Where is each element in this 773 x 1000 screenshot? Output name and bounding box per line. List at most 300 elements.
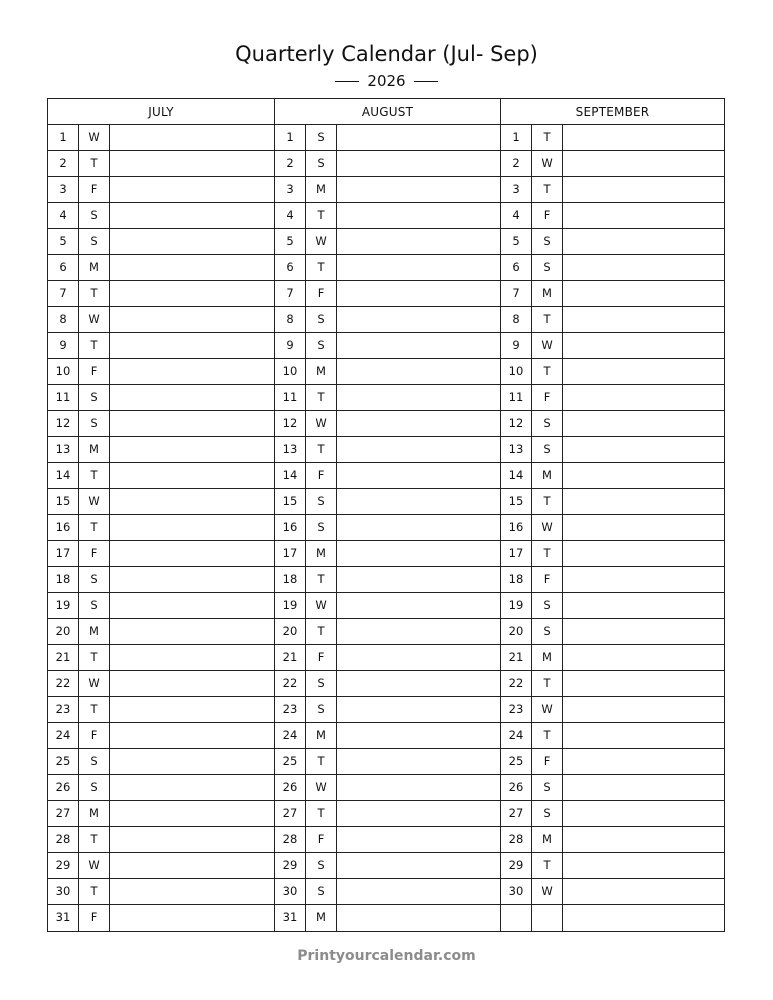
day-number: 15: [48, 489, 79, 514]
day-number: 6: [48, 255, 79, 280]
day-row: [501, 229, 724, 255]
day-row: [275, 177, 500, 203]
day-number: 24: [48, 723, 79, 748]
day-number: 24: [501, 723, 532, 748]
day-row: [48, 463, 274, 489]
weekday-letter: S: [79, 775, 110, 800]
note-cell: [110, 307, 274, 332]
day-number: 20: [48, 619, 79, 644]
note-cell: [110, 775, 274, 800]
day-row: [48, 567, 274, 593]
year-label: 2026: [367, 72, 406, 90]
day-row: [501, 359, 724, 385]
note-cell: [337, 801, 500, 826]
weekday-letter: T: [79, 645, 110, 670]
weekday-letter: M: [532, 645, 563, 670]
day-row: [48, 645, 274, 671]
day-row: [275, 853, 500, 879]
weekday-letter: S: [532, 229, 563, 254]
weekday-letter: S: [306, 671, 337, 696]
day-number: 27: [275, 801, 306, 826]
site-credit: Printyourcalendar.com: [297, 948, 476, 964]
day-row: [275, 489, 500, 515]
note-cell: [110, 411, 274, 436]
note-cell: [563, 307, 724, 332]
weekday-letter: W: [79, 489, 110, 514]
day-row: [501, 723, 724, 749]
weekday-letter: T: [532, 177, 563, 202]
day-number: 15: [501, 489, 532, 514]
day-number: 3: [501, 177, 532, 202]
month-column-august: [274, 99, 500, 931]
weekday-letter: F: [306, 281, 337, 306]
day-number: 22: [501, 671, 532, 696]
note-cell: [337, 645, 500, 670]
year-rule-right: [414, 81, 438, 82]
weekday-letter: S: [532, 255, 563, 280]
day-row: [48, 281, 274, 307]
note-cell: [110, 905, 274, 931]
day-number: 17: [275, 541, 306, 566]
day-number: 17: [501, 541, 532, 566]
note-cell: [563, 385, 724, 410]
note-cell: [110, 229, 274, 254]
weekday-letter: M: [79, 437, 110, 462]
day-number: 20: [501, 619, 532, 644]
weekday-letter: T: [79, 281, 110, 306]
day-number: 5: [275, 229, 306, 254]
weekday-letter: F: [532, 385, 563, 410]
weekday-letter: M: [532, 281, 563, 306]
weekday-letter: S: [79, 203, 110, 228]
day-number: 3: [275, 177, 306, 202]
day-number: 12: [48, 411, 79, 436]
note-cell: [337, 229, 500, 254]
weekday-letter: T: [79, 463, 110, 488]
note-cell: [563, 281, 724, 306]
weekday-letter: F: [532, 203, 563, 228]
weekday-letter: T: [79, 827, 110, 852]
day-number: 6: [501, 255, 532, 280]
weekday-letter: T: [79, 697, 110, 722]
day-number: 13: [501, 437, 532, 462]
weekday-letter: F: [79, 177, 110, 202]
day-row: [48, 125, 274, 151]
note-cell: [337, 437, 500, 462]
day-number: 27: [501, 801, 532, 826]
note-cell: [563, 515, 724, 540]
note-cell: [110, 619, 274, 644]
day-number: 14: [275, 463, 306, 488]
note-cell: [110, 645, 274, 670]
note-cell: [563, 229, 724, 254]
note-cell: [337, 151, 500, 176]
day-number: 26: [501, 775, 532, 800]
day-row: [501, 177, 724, 203]
note-cell: [337, 359, 500, 384]
note-cell: [110, 255, 274, 280]
weekday-letter: T: [306, 255, 337, 280]
day-number: 26: [48, 775, 79, 800]
month-header: JULY: [48, 99, 274, 125]
page-title: Quarterly Calendar (Jul- Sep): [235, 42, 538, 66]
note-cell: [337, 775, 500, 800]
day-number: 25: [48, 749, 79, 774]
day-row: [501, 827, 724, 853]
day-number: 2: [48, 151, 79, 176]
day-number: 9: [501, 333, 532, 358]
weekday-letter: S: [79, 229, 110, 254]
note-cell: [563, 567, 724, 592]
weekday-letter: M: [306, 359, 337, 384]
weekday-letter: T: [306, 749, 337, 774]
note-cell: [563, 177, 724, 202]
weekday-letter: S: [306, 125, 337, 150]
weekday-letter: T: [79, 879, 110, 904]
day-row: [275, 775, 500, 801]
day-row: [501, 879, 724, 905]
weekday-letter: S: [306, 697, 337, 722]
day-row: [275, 385, 500, 411]
weekday-letter: T: [532, 723, 563, 748]
day-row: [275, 515, 500, 541]
day-row: [275, 671, 500, 697]
day-number: 25: [501, 749, 532, 774]
note-cell: [563, 645, 724, 670]
day-number: 28: [501, 827, 532, 852]
weekday-letter: M: [79, 801, 110, 826]
day-row: [501, 619, 724, 645]
weekday-letter: S: [532, 801, 563, 826]
day-number: 18: [48, 567, 79, 592]
day-number: 24: [275, 723, 306, 748]
weekday-letter: W: [306, 411, 337, 436]
note-cell: [337, 671, 500, 696]
note-cell: [337, 515, 500, 540]
weekday-letter: W: [532, 333, 563, 358]
day-row: [48, 723, 274, 749]
day-row: [501, 567, 724, 593]
day-row: [275, 151, 500, 177]
note-cell: [337, 905, 500, 931]
day-row: [275, 359, 500, 385]
day-row: [275, 203, 500, 229]
day-row: [501, 749, 724, 775]
weekday-letter: T: [306, 619, 337, 644]
note-cell: [337, 385, 500, 410]
weekday-letter: S: [79, 567, 110, 592]
month-column-july: [48, 99, 274, 931]
weekday-letter: F: [306, 463, 337, 488]
day-row: [501, 463, 724, 489]
day-row: [501, 541, 724, 567]
note-cell: [337, 541, 500, 566]
weekday-letter: W: [306, 593, 337, 618]
day-number: 29: [501, 853, 532, 878]
weekday-letter: S: [532, 411, 563, 436]
day-number: 2: [275, 151, 306, 176]
day-row: [275, 255, 500, 281]
day-row: [501, 775, 724, 801]
weekday-letter: S: [306, 853, 337, 878]
year-rule-left: [335, 81, 359, 82]
day-number: 4: [501, 203, 532, 228]
weekday-letter: T: [306, 203, 337, 228]
weekday-letter: S: [79, 749, 110, 774]
weekday-letter: W: [532, 151, 563, 176]
day-number: 4: [48, 203, 79, 228]
day-number: 26: [275, 775, 306, 800]
note-cell: [337, 749, 500, 774]
note-cell: [337, 255, 500, 280]
weekday-letter: W: [79, 671, 110, 696]
note-cell: [337, 723, 500, 748]
day-row: [275, 905, 500, 931]
day-row: [48, 749, 274, 775]
day-row: [275, 619, 500, 645]
weekday-letter: F: [79, 723, 110, 748]
day-row: [501, 125, 724, 151]
day-number: 8: [275, 307, 306, 332]
note-cell: [337, 697, 500, 722]
weekday-letter: T: [532, 671, 563, 696]
day-number: 12: [501, 411, 532, 436]
day-row: [275, 645, 500, 671]
weekday-letter: T: [532, 359, 563, 384]
day-number: 27: [48, 801, 79, 826]
note-cell: [563, 879, 724, 904]
day-row: [501, 281, 724, 307]
day-number: 29: [48, 853, 79, 878]
note-cell: [337, 463, 500, 488]
day-row: [501, 203, 724, 229]
weekday-letter: M: [79, 255, 110, 280]
note-cell: [563, 437, 724, 462]
day-number: 1: [48, 125, 79, 150]
day-row: [275, 801, 500, 827]
day-number: 30: [275, 879, 306, 904]
note-cell: [110, 125, 274, 150]
weekday-letter: T: [79, 151, 110, 176]
day-row: [501, 489, 724, 515]
note-cell: [337, 307, 500, 332]
weekday-letter: M: [306, 541, 337, 566]
note-cell: [563, 749, 724, 774]
weekday-letter: S: [532, 593, 563, 618]
day-number: 21: [501, 645, 532, 670]
weekday-letter: T: [79, 333, 110, 358]
day-number: 9: [48, 333, 79, 358]
weekday-letter: W: [79, 853, 110, 878]
day-row: [48, 593, 274, 619]
day-number: 30: [501, 879, 532, 904]
day-row: [501, 333, 724, 359]
weekday-letter: F: [306, 827, 337, 852]
note-cell: [563, 619, 724, 644]
note-cell: [110, 203, 274, 228]
day-number: 10: [48, 359, 79, 384]
day-number: 30: [48, 879, 79, 904]
note-cell: [337, 333, 500, 358]
day-row: [48, 177, 274, 203]
weekday-letter: S: [306, 515, 337, 540]
weekday-letter: M: [306, 723, 337, 748]
day-number: 7: [275, 281, 306, 306]
weekday-letter: T: [532, 125, 563, 150]
day-number: 10: [501, 359, 532, 384]
note-cell: [563, 905, 724, 931]
day-number: 11: [501, 385, 532, 410]
day-number: 23: [501, 697, 532, 722]
weekday-letter: W: [306, 229, 337, 254]
weekday-letter: S: [306, 879, 337, 904]
note-cell: [563, 489, 724, 514]
day-row: [48, 827, 274, 853]
weekday-letter: W: [306, 775, 337, 800]
day-number: 20: [275, 619, 306, 644]
day-number: [501, 905, 532, 931]
weekday-letter: S: [79, 411, 110, 436]
day-row: [501, 385, 724, 411]
weekday-letter: M: [79, 619, 110, 644]
weekday-letter: F: [306, 645, 337, 670]
day-number: 5: [48, 229, 79, 254]
day-number: 5: [501, 229, 532, 254]
day-row: [275, 333, 500, 359]
note-cell: [337, 489, 500, 514]
month-header: SEPTEMBER: [501, 99, 724, 125]
weekday-letter: W: [79, 125, 110, 150]
day-number: 13: [275, 437, 306, 462]
day-number: 31: [48, 905, 79, 931]
note-cell: [563, 203, 724, 228]
day-number: 9: [275, 333, 306, 358]
quarter-calendar-grid: [47, 98, 725, 932]
day-row: [275, 697, 500, 723]
weekday-letter: T: [532, 489, 563, 514]
note-cell: [563, 463, 724, 488]
day-number: 28: [275, 827, 306, 852]
day-number: 7: [48, 281, 79, 306]
day-number: 4: [275, 203, 306, 228]
weekday-letter: S: [306, 307, 337, 332]
day-row: [48, 541, 274, 567]
day-row: [275, 879, 500, 905]
weekday-letter: [532, 905, 563, 931]
note-cell: [110, 359, 274, 384]
day-number: 14: [501, 463, 532, 488]
note-cell: [110, 515, 274, 540]
weekday-letter: W: [532, 879, 563, 904]
note-cell: [110, 151, 274, 176]
weekday-letter: F: [532, 749, 563, 774]
weekday-letter: F: [79, 541, 110, 566]
day-row: [48, 307, 274, 333]
year-heading: [0, 70, 773, 92]
day-row: [275, 827, 500, 853]
day-row: [48, 359, 274, 385]
day-number: 16: [48, 515, 79, 540]
weekday-letter: T: [532, 541, 563, 566]
note-cell: [337, 567, 500, 592]
day-number: 11: [275, 385, 306, 410]
day-row: [48, 385, 274, 411]
weekday-letter: T: [306, 801, 337, 826]
day-number: 8: [501, 307, 532, 332]
note-cell: [110, 385, 274, 410]
day-number: 19: [275, 593, 306, 618]
day-row: [48, 151, 274, 177]
day-number: 10: [275, 359, 306, 384]
note-cell: [337, 879, 500, 904]
note-cell: [110, 177, 274, 202]
day-row: [501, 853, 724, 879]
note-cell: [563, 125, 724, 150]
day-row: [48, 905, 274, 931]
weekday-letter: M: [532, 827, 563, 852]
day-number: 25: [275, 749, 306, 774]
day-row: [275, 307, 500, 333]
note-cell: [337, 827, 500, 852]
note-cell: [110, 697, 274, 722]
note-cell: [110, 827, 274, 852]
note-cell: [563, 801, 724, 826]
note-cell: [110, 281, 274, 306]
day-row: [48, 671, 274, 697]
weekday-letter: S: [306, 151, 337, 176]
day-number: 16: [275, 515, 306, 540]
note-cell: [563, 671, 724, 696]
note-cell: [563, 333, 724, 358]
weekday-letter: T: [306, 385, 337, 410]
day-row: [48, 619, 274, 645]
weekday-letter: S: [306, 489, 337, 514]
day-number: 23: [48, 697, 79, 722]
weekday-letter: M: [306, 177, 337, 202]
note-cell: [337, 281, 500, 306]
day-row: [501, 697, 724, 723]
day-row: [501, 801, 724, 827]
weekday-letter: F: [532, 567, 563, 592]
weekday-letter: S: [532, 437, 563, 462]
weekday-letter: M: [532, 463, 563, 488]
note-cell: [110, 853, 274, 878]
day-row: [501, 671, 724, 697]
day-number: 12: [275, 411, 306, 436]
note-cell: [563, 775, 724, 800]
day-row: [48, 801, 274, 827]
day-number: 2: [501, 151, 532, 176]
weekday-letter: W: [79, 307, 110, 332]
day-number: 21: [275, 645, 306, 670]
day-row: [48, 515, 274, 541]
weekday-letter: W: [532, 697, 563, 722]
day-number: 6: [275, 255, 306, 280]
day-number: 13: [48, 437, 79, 462]
day-row: [275, 723, 500, 749]
day-row: [48, 333, 274, 359]
day-number: 21: [48, 645, 79, 670]
note-cell: [563, 359, 724, 384]
day-row: [275, 281, 500, 307]
weekday-letter: T: [532, 307, 563, 332]
day-number: 19: [48, 593, 79, 618]
day-number: 31: [275, 905, 306, 931]
day-number: 23: [275, 697, 306, 722]
weekday-letter: S: [532, 775, 563, 800]
day-row: [48, 775, 274, 801]
month-column-september: [500, 99, 724, 931]
